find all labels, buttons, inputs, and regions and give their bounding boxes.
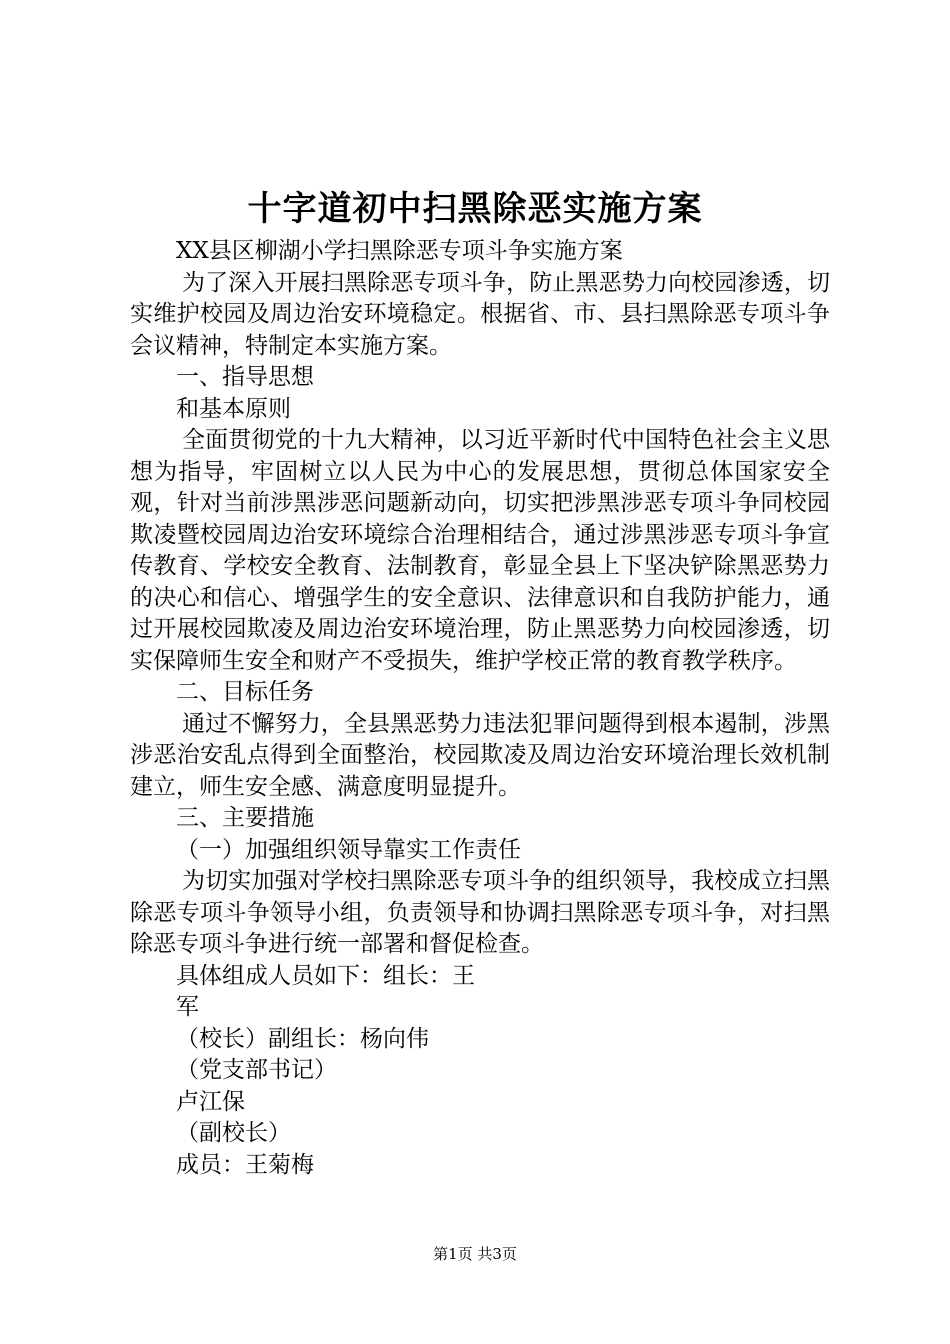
paragraph-member-line: （副校长） (176, 1120, 291, 1146)
heading-goals: 二、目标任务 (176, 679, 314, 705)
paragraph-measure-one-content: 为切实加强对学校扫黑除恶专项斗争的组织领导，我校成立扫黑除恶专项斗争领导小组，负责领导和协调扫黑除恶专项斗争，对扫黑除恶专项斗争进行统一部署和督促检查。 (130, 868, 830, 957)
paragraph-subtitle: XX县区柳湖小学扫黑除恶专项斗争实施方案 (176, 238, 623, 264)
paragraph-member-line: （党支部书记） (176, 1057, 337, 1083)
paragraph-member-line: （校长）副组长：杨向伟 (176, 1025, 429, 1052)
heading-basic-principles: 和基本原则 (176, 395, 291, 422)
paragraph-member-line: 军 (176, 994, 199, 1020)
page-number: 第1页 (433, 1245, 473, 1263)
paragraph-goals-content: 通过不懈努力，全县黑恶势力违法犯罪问题得到根本遏制，涉黑涉恶治安乱点得到全面整治，校园欺凌及周边治安环境治理长效机制建立，师生安全感、满意度明显提升。 (130, 710, 830, 800)
paragraph-members-intro: 具体组成人员如下：组长：王 (176, 962, 475, 989)
paragraph-guiding-content: 全面贯彻党的十九大精神，以习近平新时代中国特色社会主义思想为指导，牢固树立以人民为中心的发展思想，贯彻总体国家安全观，针对当前涉黑涉恶问题新动向，切实把涉黑涉恶专项斗争同校园欺凌暨校园周边治安环境综合治理相结合，通过涉黑涉恶专项斗争宣传教育、学校安全教育、法制教育，彰显全县上下坚决铲除黑恶势力的决心和信心、增强学生的安全意识、法律意识和自我防护能力，通过开展校园欺凌及周边治安环境治理，防止黑恶势力向校园渗透，切实保障师生安全和财产不受损失，维护学校正常的教育教学秩序。 (130, 427, 830, 674)
page-footer (0, 1242, 950, 1266)
paragraph-member-line: 卢江保 (176, 1088, 245, 1115)
document-body (130, 236, 830, 1181)
heading-measure-one: （一）加强组织领导靠实工作责任 (176, 836, 521, 863)
paragraph-member-line: 成员：王菊梅 (176, 1151, 314, 1178)
heading-guiding-thought: 一、指导思想 (176, 364, 314, 390)
heading-main-measures: 三、主要措施 (176, 805, 314, 831)
document-title: 十字道初中扫黑除恶实施方案 (247, 189, 703, 229)
page-total: 共3页 (477, 1245, 517, 1263)
paragraph-intro: 为了深入开展扫黑除恶专项斗争，防止黑恶势力向校园渗透，切实维护校园及周边治安环境稳定。根据省、市、县扫黑除恶专项斗争会议精神，特制定本实施方案。 (130, 269, 830, 359)
